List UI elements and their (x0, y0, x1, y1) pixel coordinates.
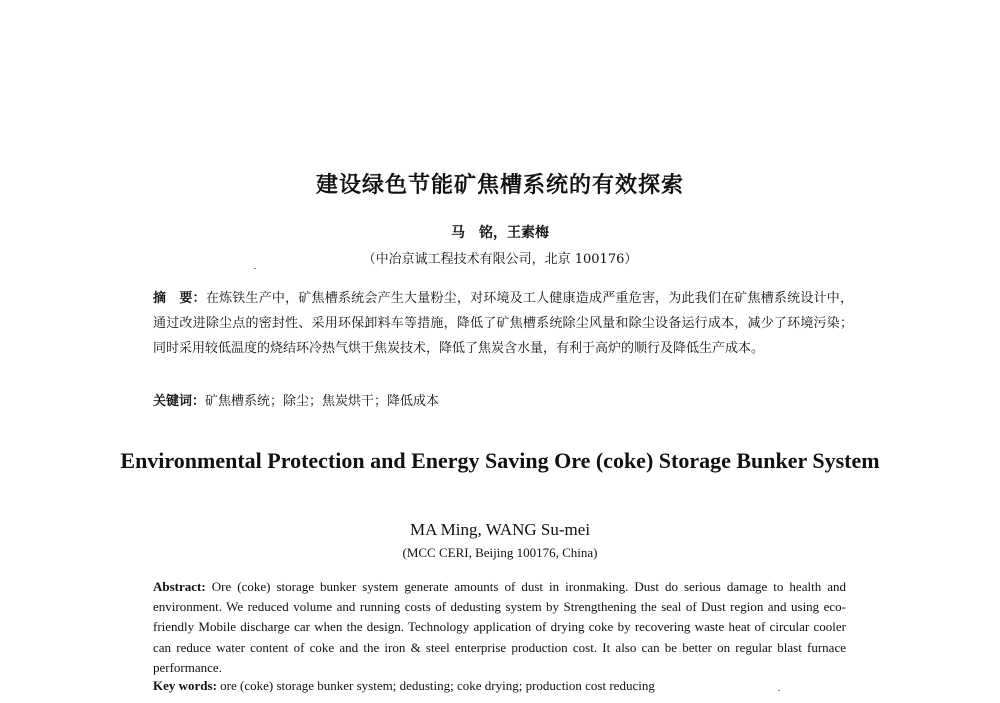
chinese-abstract-text: 在炼铁生产中，矿焦槽系统会产生大量粉尘，对环境及工人健康造成严重危害，为此我们在矿焦槽系统设计中，通过改进除尘点的密封性、采用环保卸料车等措施，降低了矿焦槽系统除尘风量和除尘设备运行成本，减少了环境污染；同时采用较低温度的烧结环冷热气烘干焦炭技术，降低了焦炭含水量，有利于高炉的顺行及降低生产成本。 (153, 291, 853, 356)
english-affiliation: (MCC CERI, Beijing 100176, China) (402, 545, 598, 560)
scan-speck (778, 690, 780, 691)
chinese-authors: 马 铭，王素梅 (451, 225, 549, 241)
english-abstract-text: Ore (coke) storage bunker system generate amounts of dust in ironmaking. Dust do serious damage to health and environment. We reduced volume and running costs of dedusting system by Strengthening the seal of Dust region and using eco-friendly Mobile discharge car when the design. Technology application of drying coke by recovering waste heat of circular cooler can reduce water content of coke and the iron & steel enterprise production cost. It also can be better on regular blast furnace performance. (153, 579, 846, 675)
chinese-abstract-label: 摘 要： (153, 291, 206, 306)
chinese-affiliation: （中冶京诚工程技术有限公司，北京 100176） (362, 252, 638, 267)
english-abstract-label: Abstract: (153, 579, 206, 594)
chinese-keywords-label: 关键词： (153, 394, 206, 409)
english-keywords (153, 678, 853, 694)
chinese-abstract (153, 286, 853, 361)
english-abstract (153, 577, 846, 678)
chinese-keywords-text: 矿焦槽系统；除尘；焦炭烘干；降低成本 (205, 394, 440, 409)
english-authors: MA Ming, WANG Su-mei (409, 520, 591, 539)
chinese-keywords (153, 390, 853, 409)
english-keywords-text: ore (coke) storage bunker system; dedusting; coke drying; production cost reducing (220, 678, 655, 693)
english-title: Environmental Protection and Energy Saving Ore (coke) Storage Bunker System (120, 448, 880, 473)
english-keywords-label: Key words: (153, 678, 217, 693)
chinese-title: 建设绿色节能矿焦槽系统的有效探索 (315, 173, 684, 198)
scan-speck (254, 268, 256, 269)
